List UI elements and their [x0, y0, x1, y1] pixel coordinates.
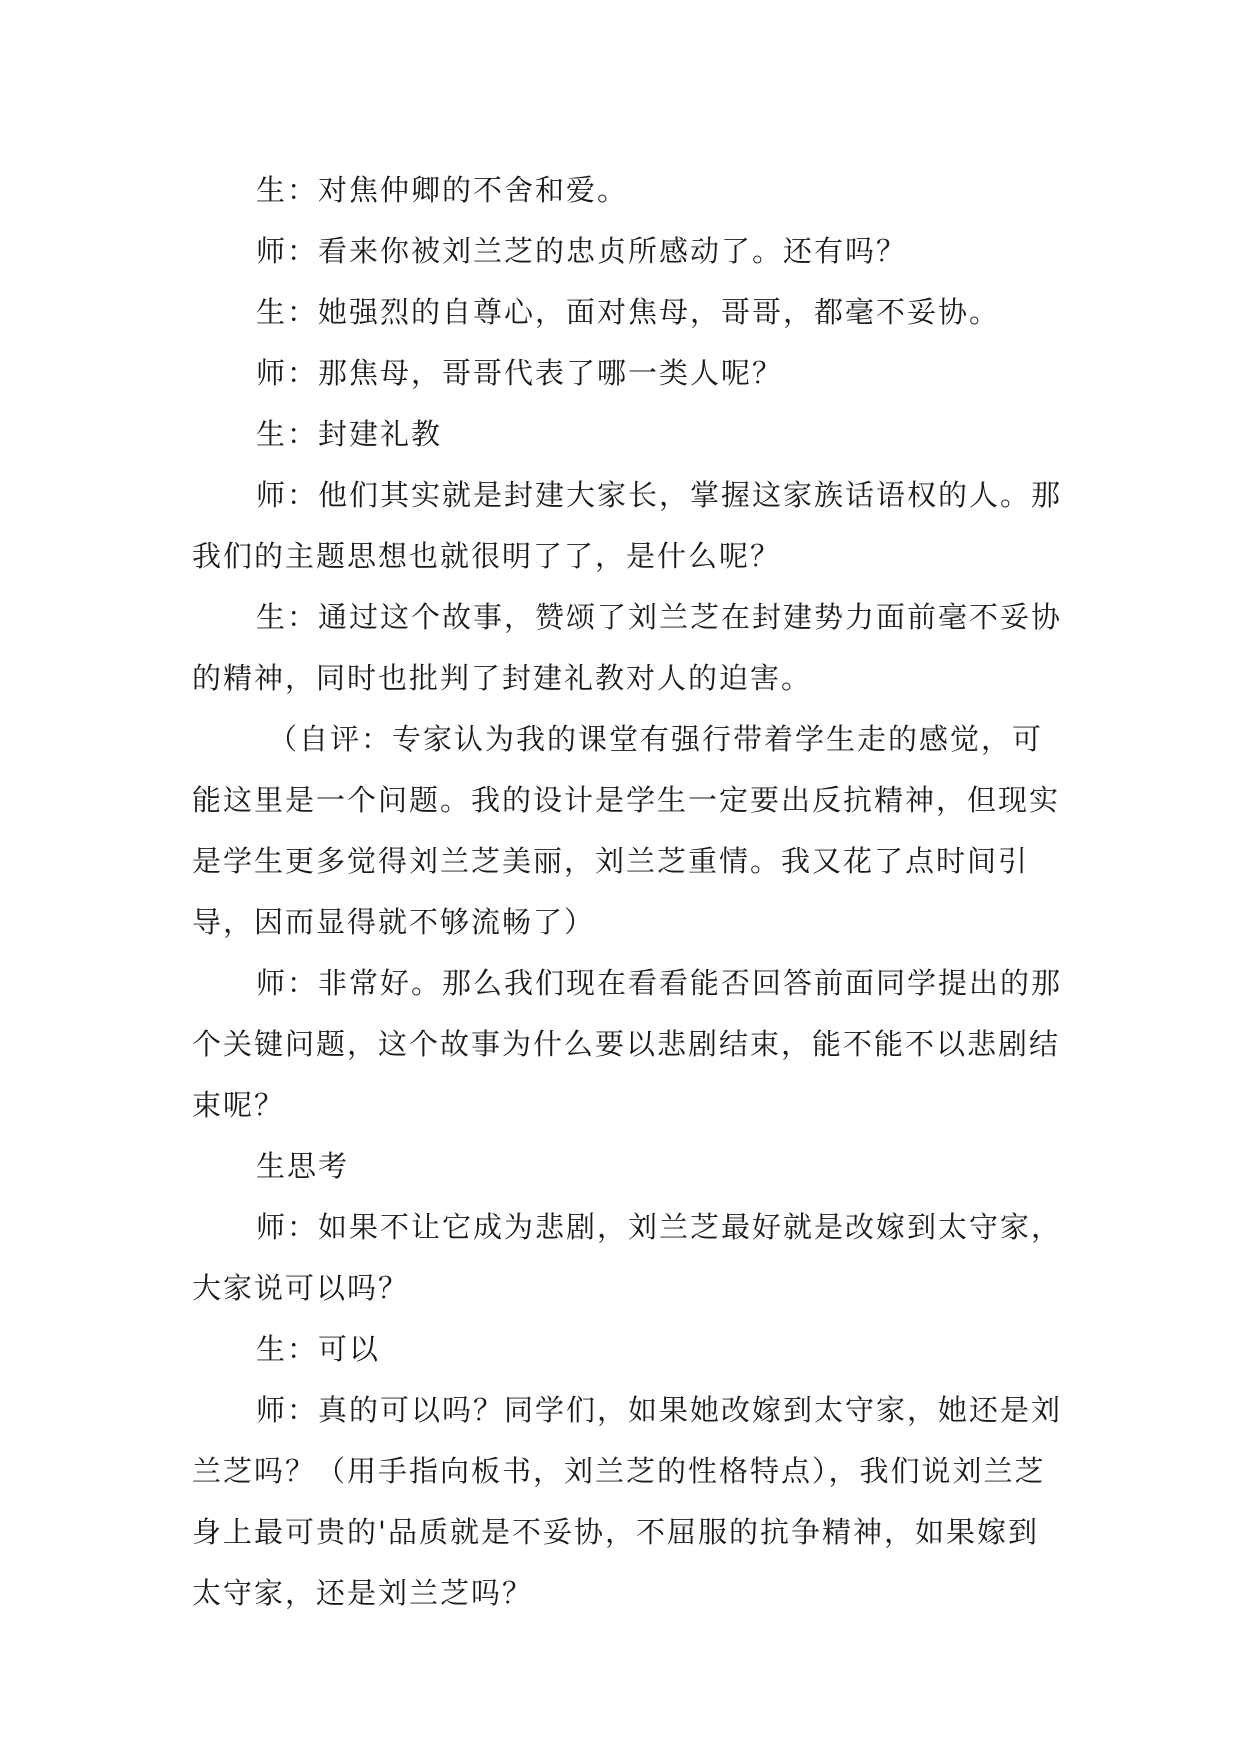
paragraph-teacher-5: 师：如果不让它成为悲剧，刘兰芝最好就是改嫁到太守家，大家说可以吗？	[192, 1210, 1063, 1305]
paragraph-student-answer-5: 生：可以	[256, 1332, 381, 1366]
paragraph-teacher-2: 师：那焦母，哥哥代表了哪一类人呢？	[256, 356, 784, 390]
paragraph-teacher-6: 师：真的可以吗？同学们，如果她改嫁到太守家，她还是刘兰芝吗？（用手指向板书，刘兰芝的性格特点），我们说刘兰芝身上最可贵的'品质就是不妥协，不屈服的抗争精神，如果嫁到太守家，还是刘兰芝吗？	[192, 1393, 1063, 1610]
paragraph-teacher-3: 师：他们其实就是封建大家长，掌握这家族话语权的人。那我们的主题思想也就很明了了，是什么呢？	[192, 478, 1063, 573]
paragraph-student-answer-4: 生：通过这个故事，赞颂了刘兰芝在封建势力面前毫不妥协的精神，同时也批判了封建礼教对人的迫害。	[192, 600, 1063, 695]
paragraph-self-evaluation: （自评：专家认为我的课堂有强行带着学生走的感觉，可能这里是一个问题。我的设计是学生一定要出反抗精神，但现实是学生更多觉得刘兰芝美丽，刘兰芝重情。我又花了点时间引导，因而显得就不够流畅了）	[192, 722, 1061, 939]
paragraph-student-answer-3: 生：封建礼教	[256, 417, 443, 451]
paragraph-student-answer-2: 生：她强烈的自尊心，面对焦母，哥哥，都毫不妥协。	[256, 295, 1001, 329]
paragraph-student-answer-1: 生：对焦仲卿的不舍和爱。	[256, 173, 629, 207]
paragraph-teacher-4: 师：非常好。那么我们现在看看能否回答前面同学提出的那个关键问题，这个故事为什么要以悲剧结束，能不能不以悲剧结束呢？	[192, 966, 1063, 1122]
document-body	[192, 160, 1062, 1624]
paragraph-teacher-1: 师：看来你被刘兰芝的忠贞所感动了。还有吗？	[256, 234, 908, 268]
paragraph-student-thinks: 生思考	[256, 1149, 350, 1183]
